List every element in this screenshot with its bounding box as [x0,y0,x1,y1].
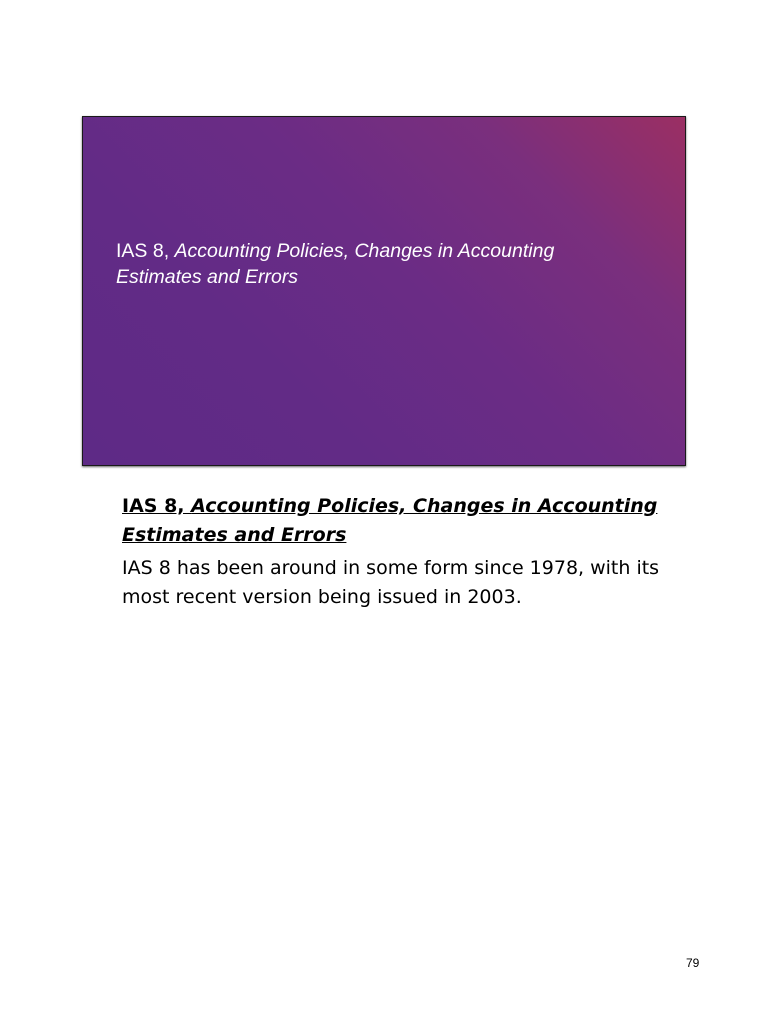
notes-heading [122,492,682,550]
slide-title-italic: Accounting Policies, Changes in Accounting Estimates and Errors [116,240,555,288]
slide-title [116,238,636,290]
speaker-notes [122,492,682,612]
slide-title-prefix: IAS 8, [116,240,175,262]
page-number: 79 [686,956,700,970]
notes-body: IAS 8 has been around in some form since 1978, with its most recent version being issued in 2003. [122,557,660,608]
notes-heading-italic: Accounting Policies, Changes in Accounting Estimates and Errors [122,495,658,546]
slide-thumbnail [82,116,686,466]
notes-heading-prefix: IAS 8, [122,495,192,517]
